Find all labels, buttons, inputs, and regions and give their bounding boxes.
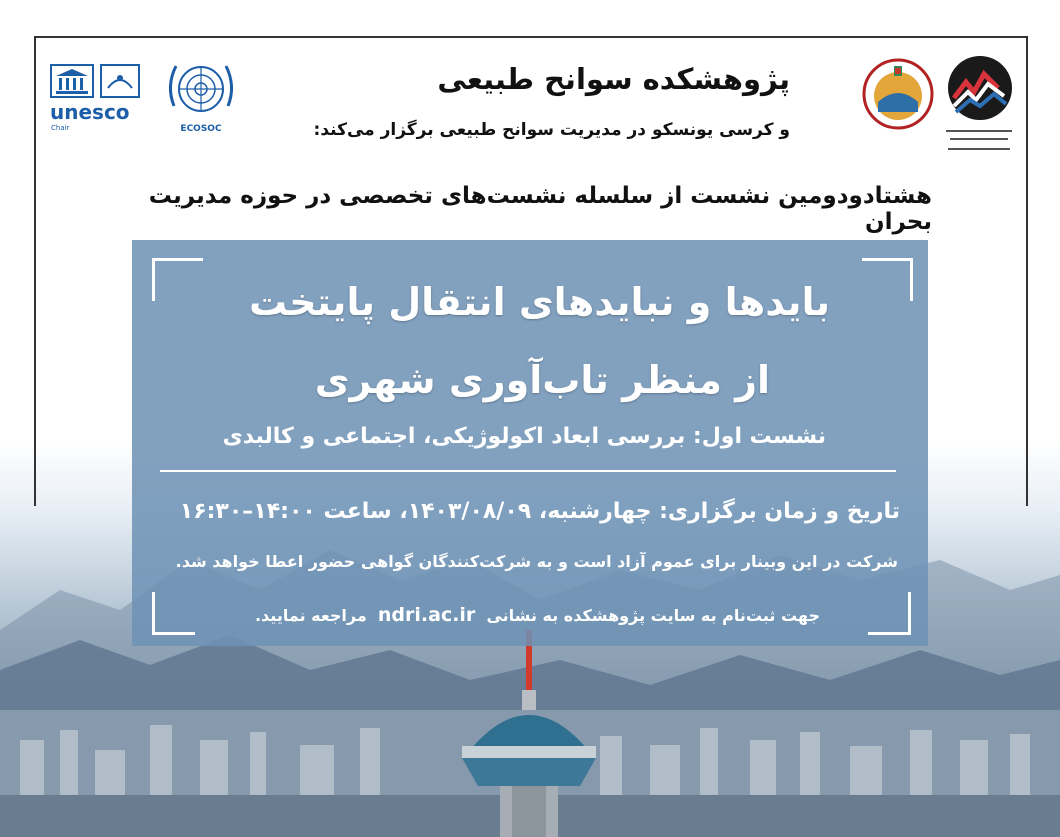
website-link[interactable]: ndri.ac.ir: [377, 604, 476, 626]
organizer-subtitle: و کرسی یونسکو در مدیریت سوانح طبیعی برگزار می‌کند:: [313, 120, 790, 140]
unesco-wordmark: unesco: [50, 100, 130, 124]
event-title-line-2: از منظر تاب‌آوری شهری: [314, 358, 770, 402]
unesco-chair-icon: [100, 64, 140, 98]
participation-note: شرکت در این وبینار برای عموم آزاد است و به شرکت‌کنندگان گواهی حضور اعطا خواهد شد.: [175, 552, 898, 571]
event-title-line-1: بایدها و نبایدهای انتقال پایتخت: [249, 280, 830, 324]
registration-suffix: مراجعه نمایید.: [254, 606, 367, 625]
corner-bracket-top-right: [862, 258, 913, 301]
unesco-logo: [50, 64, 144, 132]
registration-prefix: جهت ثبت‌نام به سایت پژوهشکده به نشانی: [486, 606, 820, 625]
un-emblem-icon: [160, 56, 242, 122]
frame-left-border: [34, 36, 36, 506]
unesco-chair-label: Chair: [51, 124, 70, 132]
frame-top-border: [34, 36, 1028, 38]
ministry-seal-icon: [862, 58, 934, 130]
ndri-logo-icon: [940, 52, 1018, 162]
frame-right-border: [1026, 36, 1028, 506]
session-title: نشست اول: بررسی ابعاد اکولوژیکی، اجتماعی و کالبدی: [222, 424, 826, 449]
unesco-temple-icon: [50, 64, 94, 98]
registration-line: [150, 604, 820, 626]
corner-bracket-bottom-right: [868, 592, 911, 635]
panel-divider: [160, 470, 896, 472]
event-date-time: تاریخ و زمان برگزاری: چهارشنبه، ۱۴۰۳/۰۸/۰۹، ساعت ۱۴:۰۰–۱۶:۳۰: [179, 499, 900, 524]
ecosoc-label: ECOSOC: [180, 124, 222, 134]
organizer-title: پژوهشکده سوانح طبیعی: [437, 62, 790, 96]
series-title: هشتادودومین نشست از سلسله نشست‌های تخصصی در حوزه مدیریت بحران: [148, 183, 932, 235]
